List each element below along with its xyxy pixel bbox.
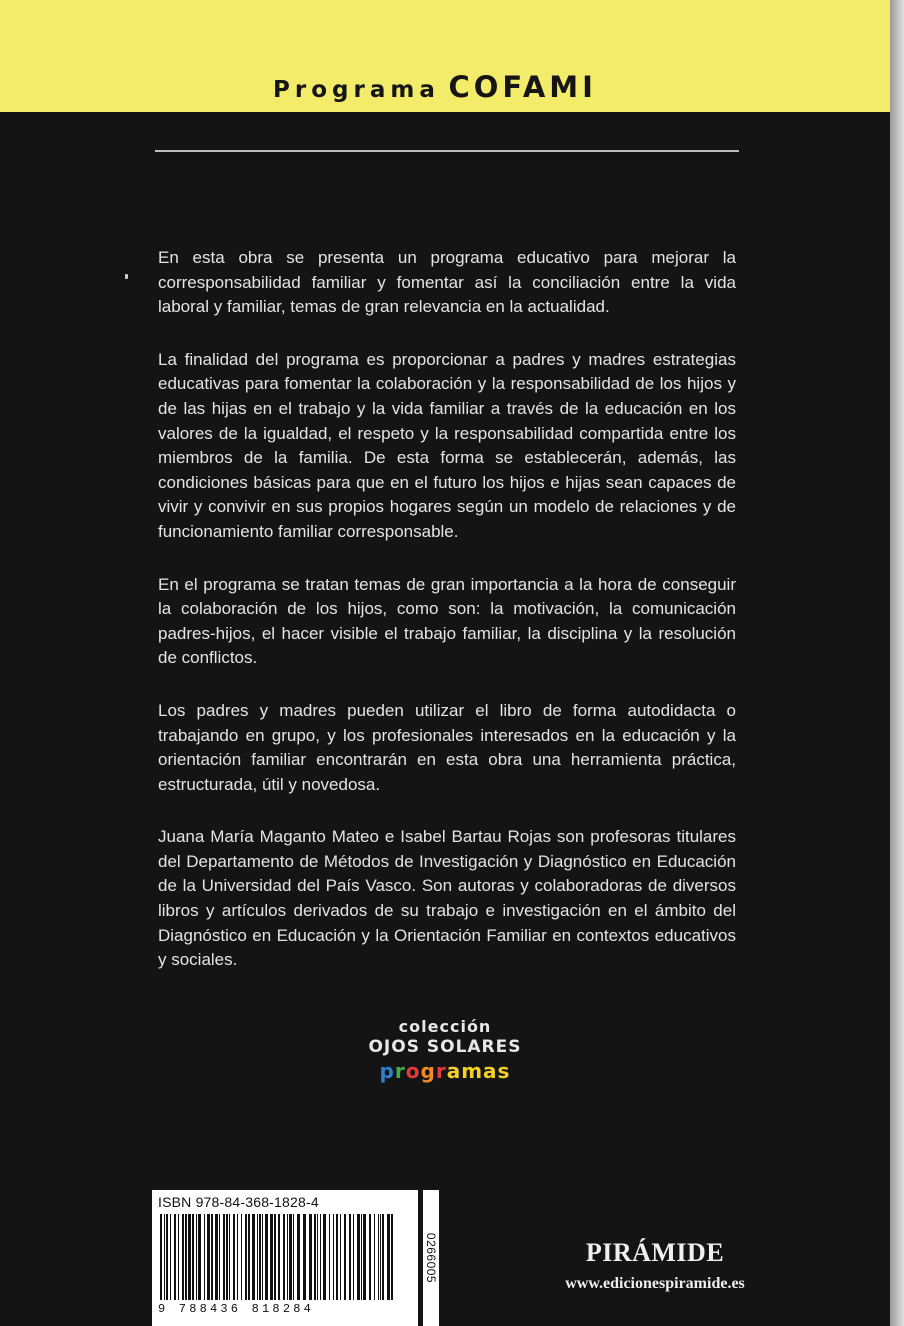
collection-letter: r [435, 1059, 447, 1083]
collection-subline [300, 1058, 590, 1084]
side-code-box [423, 1190, 439, 1326]
publisher-name: PIRÁMIDE [585, 1238, 725, 1267]
blurb-paragraph-1: En esta obra se presenta un programa educativo para mejorar la corresponsabilidad familiar y fomentar así la conciliación entre la vida laboral y familiar, temas de gran relevancia en la actualidad. [158, 248, 736, 317]
print-speck [125, 274, 128, 279]
collection-letter: g [420, 1059, 436, 1083]
collection-letter: a [483, 1059, 498, 1083]
page-edge [890, 0, 904, 1326]
blurb-paragraph-2: La finalidad del programa es proporcionar a padres y madres estrategias educativas para fomentar la colaboración y la responsabilidad de los hijos y de las hijas en el trabajo y la vida familiar a través de la educación en los valores de la igualdad, el respeto y la responsabilidad compartida entre los miembros de la familia. De esta forma se establecerán, además, las condiciones básicas para que en el futuro los hijos e hijas sean capaces de vivir y convivir en sus propios hogares según un modelo de relaciones y de funcionamiento familiar corresponsable. [158, 349, 736, 541]
divider-rule [155, 150, 739, 152]
series-title-word2: COFAMI [448, 70, 597, 104]
blurb-paragraph-4: Los padres y madres pueden utilizar el libro de forma autodidacta o trabajando en grupo, y los profesionales interesados en la educación y la orientación familiar encontrarán en esta obra una herramienta práctica, estructurada, útil y novedosa. [158, 700, 736, 794]
collection-label: colección [398, 1017, 492, 1036]
blurb-paragraph-3: En el programa se tratan temas de gran importancia a la hora de conseguir la colaboración de los hijos, como son: la motivación, la comunicación padres-hijos, el hacer visible el trabajo familiar, la disciplina y la resolución de conflictos. [158, 574, 736, 668]
collection-letter: a [446, 1059, 462, 1083]
collection-letter: r [394, 1059, 406, 1083]
side-code: 0266005 [424, 1232, 438, 1284]
series-title [0, 70, 880, 104]
publisher-block [510, 1237, 800, 1295]
series-title-word1: Programa [273, 77, 440, 103]
isbn-digits: 9 788436 818284 [158, 1302, 315, 1316]
author-bio: Juana María Maganto Mateo e Isabel Bartau Rojas son profesoras titulares del Departamento de Métodos de Investigación y Diagnóstico en Educación de la Universidad del País Vasco. Son autoras y colaboradoras de diversos libros y artículos derivados de su trabajo e investigación en el ámbito del Diagnóstico en Educación y la Orientación Familiar en contextos educativos y sociales. [158, 827, 736, 970]
collection-letter: m [461, 1059, 484, 1083]
collection-name: OJOS SOLARES [368, 1037, 522, 1057]
blurb-text [158, 246, 736, 1001]
isbn-barcode-box [152, 1190, 418, 1326]
publisher-url: www.edicionespiramide.es [565, 1275, 745, 1292]
isbn-label: ISBN 978-84-368-1828-4 [158, 1194, 319, 1210]
collection-letter: s [497, 1059, 511, 1083]
collection-letter: o [405, 1059, 421, 1083]
collection-logo [300, 1017, 590, 1084]
barcode-icon [158, 1214, 398, 1302]
collection-letter: p [379, 1059, 395, 1083]
